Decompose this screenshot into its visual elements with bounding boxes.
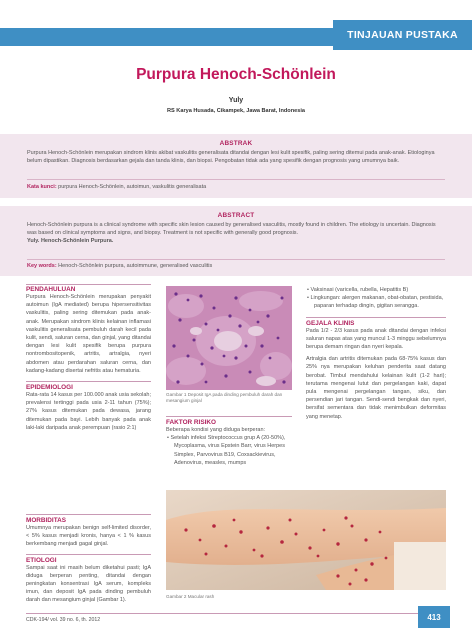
macular-rash-illustration	[166, 490, 446, 590]
etiologi-text: Sampai saat ini masih belum diketahui pasti; IgA diduga berperan penting, ditandai dengan peningkatan konsentrasi IgA serum, kompleks imun, dan deposit IgA pada dinding pembuluh darah dan mesangium ginjal (Gambar 1).	[26, 564, 151, 604]
faktor-risiko-text: Beberapa kondisi yang diduga berperan:	[166, 427, 266, 433]
author-affiliation: RS Karya Husada, Cikampek, Jawa Barat, Indonesia	[166, 108, 306, 114]
pendahuluan-heading: PENDAHULUAN	[26, 286, 76, 293]
header-bar	[0, 0, 472, 60]
list-item-text: Lingkungan: alergen makanan, obat-obatan, pestisida, paparan terhadap dingin, gigitan serangga.	[310, 295, 444, 310]
section-rule	[26, 554, 151, 555]
epidemiologi-text: Rata-rata 14 kasus per 100.000 anak usia sekolah; prevalensi tertinggi pada usia 2-11 tahun (75%); 27% kasus ditemukan pada dewasa, jarang ditemukan pada bayi. Lebih banyak pada anak laki-laki daripada anak perempuan (rasio 2:1)	[26, 392, 151, 431]
figure-1-caption: Gambar 1 Deposit IgA pada dinding pembuluh darah dan mesangium ginjal	[166, 392, 283, 403]
abstract-keywords	[0, 263, 239, 269]
etiologi-heading: ETIOLOGI	[26, 556, 57, 564]
abstract-keywords-label: Key words:	[27, 263, 57, 269]
abstrak-heading: ABSTRAK	[219, 140, 253, 147]
column-3	[306, 286, 446, 421]
epidemiologi-heading: EPIDEMIOLOGI	[26, 384, 73, 392]
list-item: • Setelah infeksi Streptococcus grup A (20-50%), Mycoplasma, virus Epstein Barr, virus Herpes Simplex, Parvovirus B19, Coxsackievirus, Adenovirus, measles, mumps	[167, 435, 286, 466]
gejala-klinis-text-2: Artralgia dan artritis ditemukan pada 68-75% kasus dan 25% nya merupakan keluhan penderita saat datang berobat. Timbul mendahului kelainan kulit (1-2 hari); terutama mengenai lutut dan pergelangan kaki, dapat pula mengenai pergelangan tangan, siku, dan persendian jari tangan. Sendi-sendi bengkak dan nyeri, bersifat sementara dan tidak menimbulkan deformitas yang menetap.	[306, 356, 446, 420]
abstrak-divider	[27, 179, 445, 180]
page-number: 413	[418, 606, 450, 628]
gejala-klinis-text-1: Pada 1/2 - 2/3 kasus pada anak ditandai dengan infeksi saluran napas atas yang muncul 1-3 minggu sebelumnya berupa demam ringan dan nyeri kepala.	[306, 327, 446, 351]
section-tab: TINJAUAN PUSTAKA	[333, 20, 472, 50]
pendahuluan-text: Purpura Henoch-Schönlein merupakan penyakit autoimun (IgA mediated) berupa hipersensitivitas vaskulitis, paling sering ditemukan pada anak-anak. Merupakan sindrom klinis kelainan inflamasi vaskulitis generalisata pembuluh darah kecil pada kulit, sendi, saluran cerna, dan ginjal, yang ditandai dengan lesi kulit spesifik berupa purpura nontrombositopenik, artritis, artralgia, nyeri abdomen atau perdarahan saluran cerna, dan kadang-kadang disertai nefritis atau hematuria.	[26, 294, 151, 374]
histology-illustration	[166, 286, 292, 390]
abstrak-box	[0, 134, 472, 198]
author-name: Yuly	[228, 97, 244, 104]
header-rule	[0, 28, 333, 46]
abstract-divider	[27, 259, 445, 260]
figure-2-caption: Gambar 2 Macular rash	[166, 594, 215, 599]
list-item-text: Setelah infeksi Streptococcus grup A (20-50%), Mycoplasma, virus Epstein Barr, virus Herpes Simplex, Parvovirus B19, Coxsackievirus, Adenovirus, measles, mumps	[170, 435, 286, 466]
article-title: Purpura Henoch-Schönlein	[136, 66, 336, 83]
list-item: • Vaksinasi (varicella, rubella, Hepatitis B)	[307, 287, 409, 293]
journal-citation: CDK-194/ vol. 39 no. 6, th. 2012	[26, 617, 101, 623]
gejala-klinis-heading: GEJALA KLINIS	[306, 319, 355, 327]
section-rule	[26, 514, 151, 515]
list-item-text: Vaksinasi (varicella, rubella, Hepatitis B)	[310, 287, 409, 293]
faktor-risiko-list	[166, 434, 292, 467]
section-rule	[166, 416, 292, 417]
abstract-box	[0, 206, 472, 276]
abstrak-keywords	[0, 184, 233, 190]
abstrak-text: Purpura Henoch-Schönlein merupakan sindrom klinis akibat vaskulitis generalisata ditandai dengan lesi kulit spesifik, paling sering ditemui pada anak-anak. Etiologinya belum dipastikan. Diagnosis berdasarkan gejala dan tanda klinis, dan biopsi. Pengobatan tidak ada yang spesifik dengan prognosis yang umumnya baik.	[27, 150, 435, 164]
faktor-risiko-heading: FAKTOR RISIKO	[166, 419, 216, 426]
section-rule	[306, 317, 446, 318]
abstrak-keywords-label: Kata kunci:	[27, 184, 57, 190]
figure-2-rash-photo	[166, 490, 446, 590]
abstract-citation: Yuly. Henoch-Schönlein Purpura.	[27, 238, 114, 244]
column-2-text	[166, 416, 292, 467]
morbiditas-text: Umumnya merupakan benign self-limited disorder, < 5% kasus menjadi kronis, hanya < 1 % kasus berkembang menjadi gagal ginjal.	[26, 525, 151, 548]
column-1	[26, 286, 151, 432]
section-rule	[26, 284, 151, 285]
column-1-lower	[26, 514, 151, 605]
footer-rule	[26, 613, 418, 614]
abstract-text	[0, 221, 472, 245]
risk-factor-list-cont	[306, 286, 446, 311]
abstract-body: Henoch-Schönlein purpura is a clinical syndrome with specific skin lesion caused by generalised vasculitis, mostly found in children. The etiology is uncertain. Diagnosis was based on clinical symptoms and signs, and biopsy. Treatment is not specific with generally good prognosis.	[27, 222, 436, 236]
figure-1-histology-image	[166, 286, 292, 390]
abstract-heading: ABSTRACT	[217, 212, 255, 219]
section-rule	[26, 381, 151, 382]
morbiditas-heading: MORBIDITAS	[26, 517, 66, 524]
abstrak-keywords-text: purpura Henoch-Schönlein, autoimun, vaskulitis generalisata	[56, 184, 207, 190]
abstract-keywords-text: Henoch-Schönlein purpura, autoimmune, generalised vasculitis	[56, 263, 213, 269]
list-item: • Lingkungan: alergen makanan, obat-obatan, pestisida, paparan terhadap dingin, gigitan serangga.	[307, 295, 444, 310]
